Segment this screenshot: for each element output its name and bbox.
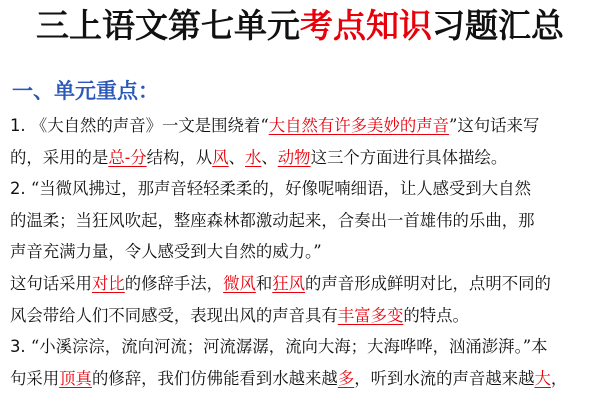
- highlighted-answer: 狂风: [272, 273, 306, 293]
- title-part-1: 三上语文第七单元: [36, 6, 300, 45]
- text-segment: 和: [255, 273, 273, 293]
- text-segment: 的修辞手法，: [124, 273, 224, 293]
- text-segment: 的温柔；当狂风吹起，整座森林都激动起来，合奏出一首雄伟的乐曲，那: [10, 210, 535, 230]
- text-line: [10, 268, 592, 300]
- text-segment: 的修辞，我们仿佛能看到水越来越: [91, 368, 338, 388]
- highlighted-answer: 大自然有许多美妙的声音: [268, 116, 450, 135]
- highlighted-answer: 动物: [277, 147, 311, 167]
- text-line: [10, 363, 592, 395]
- highlighted-answer: 总-分: [108, 147, 147, 167]
- text-segment: 《大自然的声音》一文是围绕着“: [30, 116, 269, 135]
- text-segment: “小溪淙淙，流向河流；河流潺潺，流向大海；大海哗哗，汹涌澎湃。”本: [30, 337, 548, 357]
- item-number: 3.: [10, 337, 31, 357]
- highlighted-answer: 丰富多变: [337, 305, 404, 325]
- highlighted-answer: 微风: [223, 273, 256, 293]
- highlighted-answer: 水: [245, 147, 262, 167]
- text-line: [10, 110, 592, 142]
- text-segment: “当微风拂过，那声音轻轻柔柔的，好像呢喃细语，让人感受到大自然: [30, 179, 531, 199]
- text-segment: 结构，从: [146, 147, 213, 167]
- text-line: [10, 142, 592, 174]
- text-segment: 、: [261, 147, 278, 167]
- text-segment: 风会带给人们不同感受，表现出风的声音具有: [10, 305, 338, 325]
- text-segment: ，听到水流的声音越来越: [354, 368, 535, 388]
- highlighted-answer: 顶真: [59, 368, 92, 388]
- highlighted-answer: 大: [534, 368, 551, 388]
- text-line: [10, 173, 592, 205]
- text-segment: 、: [228, 147, 246, 167]
- text-segment: 这句话采用: [10, 273, 92, 293]
- text-segment: 的声音形成鲜明对比，点明不同的: [305, 273, 551, 293]
- text-segment: 这三个方面进行具体描绘。: [310, 147, 508, 167]
- section-heading: 一、单元重点：: [12, 79, 159, 103]
- item-number: 2.: [10, 179, 31, 199]
- text-line: [10, 205, 592, 237]
- highlighted-answer: 对比: [91, 273, 125, 293]
- highlighted-answer: 多: [337, 368, 355, 388]
- text-segment: 句采用: [10, 368, 60, 388]
- text-line: [10, 236, 592, 268]
- text-segment: 的特点。: [403, 305, 469, 325]
- text-segment: ，: [550, 368, 568, 388]
- item-number: 1.: [10, 116, 31, 135]
- title-highlight: 考点知识: [300, 6, 432, 45]
- text-segment: 的，采用的是: [10, 147, 109, 167]
- text-line: [10, 300, 592, 332]
- text-segment: 声音充满力量，令人感受到大自然的威力。”: [10, 242, 322, 262]
- text-segment: ”这句话来写: [449, 116, 540, 135]
- page-title: [0, 4, 600, 48]
- title-part-2: 习题汇总: [432, 6, 564, 45]
- highlighted-answer: 风: [212, 147, 229, 167]
- text-line: [10, 331, 592, 363]
- document-body: [10, 110, 592, 394]
